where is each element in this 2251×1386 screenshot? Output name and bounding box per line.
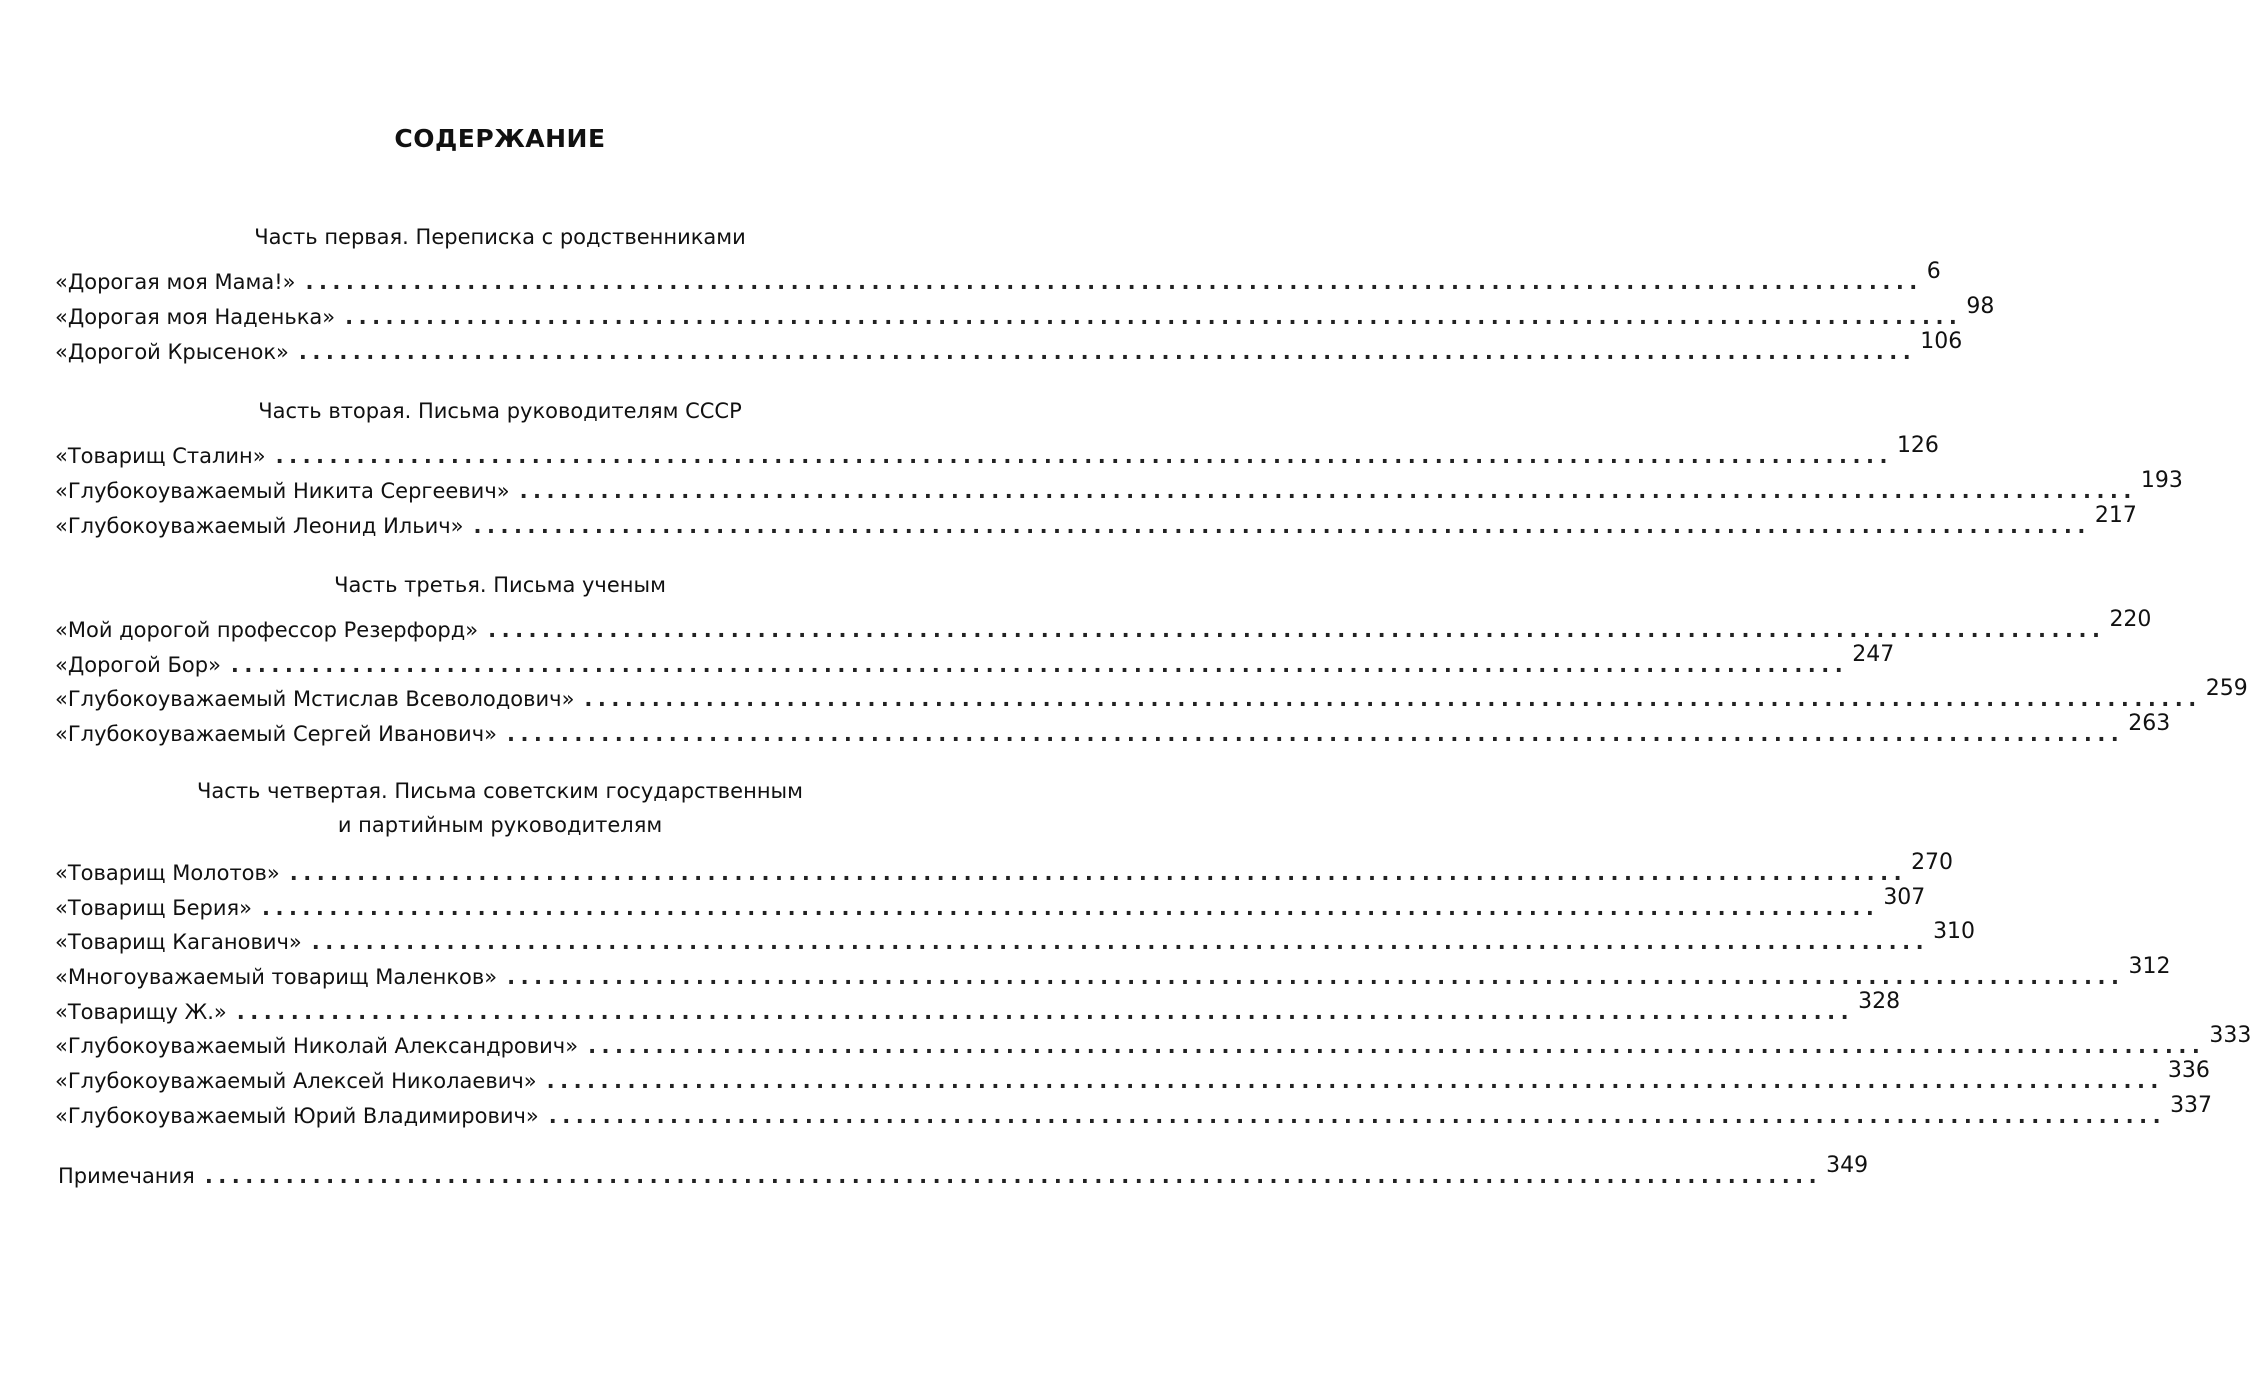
dot-leader: ........................................................................................................................	[236, 1000, 1855, 1024]
dot-leader: ........................................................................................................................	[507, 965, 2125, 989]
toc-entry[interactable]	[55, 433, 1939, 468]
toc-entry-page: 307	[1883, 885, 1926, 910]
dot-leader: ........................................................................................................................	[546, 1069, 2164, 1093]
toc-entry-page: 336	[2167, 1058, 2210, 1083]
dot-leader: ........................................................................................................................	[488, 618, 2106, 642]
dot-leader: ........................................................................................................................	[473, 514, 2091, 538]
part-4-heading-line-1: Часть четвертая. Письма советским государственным	[197, 779, 803, 803]
toc-entry-page: 310	[1933, 919, 1976, 944]
toc-entry-title: «Глубокоуважаемый Сергей Иванович»	[55, 722, 497, 746]
toc-entry-title: «Товарищ Берия»	[55, 896, 252, 920]
toc-entry-page: 193	[2140, 468, 2183, 493]
toc-entry[interactable]	[55, 259, 1941, 294]
toc-entry-page: 270	[1911, 850, 1954, 875]
toc-entry-page: 6	[1926, 259, 1941, 284]
toc-entry[interactable]	[55, 468, 2183, 503]
toc-entry[interactable]	[55, 885, 1926, 920]
toc-entry[interactable]	[55, 294, 1995, 329]
toc-entry-page: 349	[1826, 1153, 1869, 1178]
toc-entry-title: «Многоуважаемый товарищ Маленков»	[55, 965, 498, 989]
dot-leader: ........................................................................................................................	[298, 340, 1917, 364]
toc-entry[interactable]	[55, 329, 1963, 364]
toc-entry[interactable]	[55, 1058, 2210, 1093]
toc-entry[interactable]	[55, 1093, 2213, 1128]
part-4-heading-line-2: и партийным руководителям	[337, 813, 663, 837]
toc-entry[interactable]	[55, 503, 2137, 538]
dot-leader: ........................................................................................................................	[584, 687, 2202, 711]
toc-entry-title: Примечания	[58, 1164, 195, 1188]
toc-entry-title: «Дорогая моя Мама!»	[55, 270, 296, 294]
page-title: СОДЕРЖАНИЕ	[394, 124, 606, 153]
toc-entry-page: 98	[1966, 294, 1995, 319]
toc-entry-title: «Товарищ Сталин»	[55, 444, 266, 468]
toc-entry-page: 106	[1920, 329, 1963, 354]
toc-entry-page: 217	[2094, 503, 2137, 528]
toc-entry[interactable]	[55, 919, 1976, 954]
toc-entry-title: «Товарищу Ж.»	[55, 1000, 227, 1024]
toc-entry-title: «Мой дорогой профессор Резерфорд»	[55, 618, 479, 642]
toc-entry-title: «Товарищ Молотов»	[55, 861, 280, 885]
toc-entry-title: «Глубокоуважаемый Николай Александрович»	[55, 1034, 579, 1058]
toc-entry-page: 328	[1858, 989, 1901, 1014]
toc-entry[interactable]	[55, 954, 2171, 989]
dot-leader: ........................................................................................................................	[345, 305, 1963, 329]
toc-entry-page: 333	[2209, 1023, 2251, 1048]
toc-entry-page: 263	[2128, 711, 2171, 736]
toc-entry-notes[interactable]	[58, 1153, 1869, 1188]
dot-leader: ........................................................................................................................	[506, 722, 2125, 746]
dot-leader: ........................................................................................................................	[588, 1034, 2206, 1058]
part-2-heading: Часть вторая. Письма руководителям СССР	[258, 399, 742, 423]
toc-entry[interactable]	[55, 850, 1954, 885]
dot-leader: ........................................................................................................................	[230, 653, 1849, 677]
toc-entry[interactable]	[55, 642, 1895, 677]
dot-leader: ........................................................................................................................	[204, 1164, 1823, 1188]
toc-entry-page: 259	[2205, 676, 2248, 701]
toc-entry-title: «Дорогой Бор»	[55, 653, 221, 677]
dot-leader: ........................................................................................................................	[519, 479, 2137, 503]
dot-leader: ........................................................................................................................	[548, 1104, 2167, 1128]
toc-entry-title: «Глубокоуважаемый Мстислав Всеволодович»	[55, 687, 575, 711]
toc-entry[interactable]	[55, 1023, 2251, 1058]
toc-entry-page: 337	[2170, 1093, 2213, 1118]
toc-entry-page: 220	[2109, 607, 2152, 632]
part-1-heading: Часть первая. Переписка с родственниками	[254, 225, 746, 249]
dot-leader: ........................................................................................................................	[305, 270, 1923, 294]
toc-entry-title: «Глубокоуважаемый Юрий Владимирович»	[55, 1104, 539, 1128]
toc-entry[interactable]	[55, 711, 2171, 746]
toc-entry-title: «Глубокоуважаемый Никита Сергеевич»	[55, 479, 510, 503]
dot-leader: ........................................................................................................................	[275, 444, 1893, 468]
dot-leader: ........................................................................................................................	[311, 930, 1930, 954]
toc-entry[interactable]	[55, 607, 2152, 642]
dot-leader: ........................................................................................................................	[262, 896, 1880, 920]
toc-entry-title: «Дорогой Крысенок»	[55, 340, 289, 364]
toc-entry[interactable]	[55, 676, 2248, 711]
toc-entry-title: «Товарищ Каганович»	[55, 930, 302, 954]
toc-entry-page: 126	[1896, 433, 1939, 458]
toc-entry-title: «Глубокоуважаемый Леонид Ильич»	[55, 514, 464, 538]
toc-entry-title: «Глубокоуважаемый Алексей Николаевич»	[55, 1069, 537, 1093]
dot-leader: ........................................................................................................................	[289, 861, 1908, 885]
part-3-heading: Часть третья. Письма ученым	[334, 573, 666, 597]
toc-entry-page: 247	[1852, 642, 1895, 667]
toc-entry-title: «Дорогая моя Наденька»	[55, 305, 336, 329]
toc-entry[interactable]	[55, 989, 1901, 1024]
toc-entry-page: 312	[2128, 954, 2171, 979]
